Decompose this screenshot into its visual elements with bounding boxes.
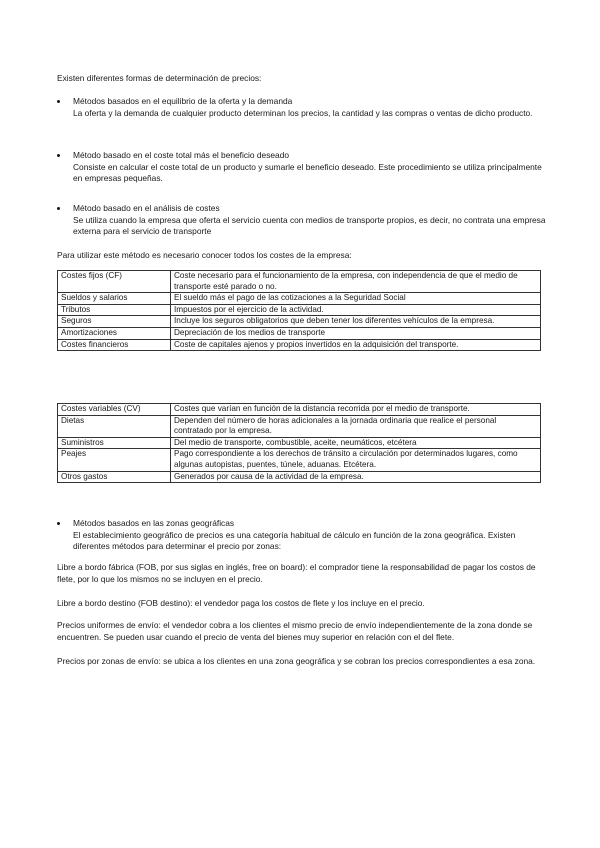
cost-name-cell: Costes fijos (CF) (58, 271, 171, 293)
bullet-title: Método basado en el coste total más el beneficio deseado (73, 150, 290, 160)
cost-name-cell: Dietas (58, 415, 171, 437)
paragraph-uniform-shipping: Precios uniformes de envío: el vendedor cobra a los clientes el mismo precio de envío independientemente de la zona donde se encuentren. Se pueden usar cuando el precio de venta del bienes muy superior en relación con el del flete. (57, 620, 533, 642)
cost-name-cell: Suministros (58, 437, 171, 449)
bullet-title: Métodos basados en las zonas geográficas (73, 518, 235, 528)
table-row (58, 449, 541, 471)
bullet-total-cost (57, 150, 547, 185)
cost-description-cell: El sueldo más el pago de las cotizaciones a la Seguridad Social (171, 293, 541, 305)
cost-name-cell: Costes variables (CV) (58, 404, 171, 416)
bullet-title: Métodos basados en el equilibrio de la oferta y la demanda (73, 96, 293, 106)
table-row (58, 437, 541, 449)
cost-description-cell: Del medio de transporte, combustible, aceite, neumáticos, etcétera (171, 437, 541, 449)
cost-description-cell: Generados por causa de la actividad de la empresa. (171, 471, 541, 483)
cost-name-cell: Tributos (58, 304, 171, 316)
cost-description-cell: Costes que varían en función de la distancia recorrida por el medio de transporte. (171, 404, 541, 416)
table-intro-text: Para utilizar este método es necesario conocer todos los costes de la empresa: (57, 250, 352, 260)
cost-name-cell: Seguros (58, 316, 171, 328)
cost-description-cell: Dependen del número de horas adicionales a la jornada ordinaria que realice el personal contratado por la empresa. (171, 415, 541, 437)
bullet-title: Método basado en el análisis de costes (73, 203, 220, 213)
paragraph-fob-destination: Libre a bordo destino (FOB destino): el vendedor paga los costos de flete y los incluye en el precio. (57, 598, 425, 608)
table-row (58, 271, 541, 293)
bullet-body: Se utiliza cuando la empresa que oferta el servicio cuenta con medios de transporte propios, es decir, no contrata una empresa externa para el servicio de transporte (73, 214, 546, 236)
variable-costs-table (57, 403, 541, 483)
cost-description-cell: Pago correspondiente a los derechos de tránsito a circulación por determinados lugares, como algunas autopistas, puentes, túnele, aduanas. Etcétera. (171, 449, 541, 471)
table-row (58, 339, 541, 351)
cost-description-cell: Depreciación de los medios de transporte (171, 327, 541, 339)
table-row (58, 316, 541, 328)
bullet-body: Consiste en calcular el coste total de un producto y sumarle el beneficio deseado. Este procedimiento se utiliza principalmente en empresas pequeñas. (73, 161, 542, 183)
cost-name-cell: Peajes (58, 449, 171, 471)
paragraph-zone-shipping: Precios por zonas de envío: se ubica a los clientes en una zona geográfica y se cobran los precios correspondientes a esa zona. (57, 656, 536, 666)
cost-description-cell: Incluye los seguros obligatorios que deben tener los diferentes vehículos de la empresa. (171, 316, 541, 328)
bullet-cost-analysis (57, 203, 547, 238)
table-row (58, 304, 541, 316)
bullet-zones (57, 518, 547, 553)
bullet-dot-icon (57, 100, 60, 103)
fixed-costs-table (57, 270, 541, 351)
paragraph-fob-factory: Libre a bordo fábrica (FOB, por sus siglas en inglés, free on board): el comprador tiene la responsabilidad de pagar los costos de flete, por lo que los mismos no se incluyen en el precio. (57, 562, 536, 584)
table-row (58, 415, 541, 437)
cost-description-cell: Impuestos por el ejercicio de la actividad. (171, 304, 541, 316)
bullet-body: La oferta y la demanda de cualquier producto determinan los precios, la cantidad y las compras o ventas de dicho producto. (73, 107, 533, 118)
table-row (58, 404, 541, 416)
table-row (58, 293, 541, 305)
cost-name-cell: Sueldos y salarios (58, 293, 171, 305)
bullet-dot-icon (57, 522, 60, 525)
cost-description-cell: Coste de capitales ajenos y propios invertidos en la adquisición del transporte. (171, 339, 541, 351)
table-row (58, 327, 541, 339)
cost-name-cell: Amortizaciones (58, 327, 171, 339)
table-row (58, 471, 541, 483)
cost-description-cell: Coste necesario para el funcionamiento de la empresa, con independencia de que el medio de transporte esté parado o no. (171, 271, 541, 293)
cost-name-cell: Costes financieros (58, 339, 171, 351)
bullet-equilibrium (57, 96, 547, 119)
cost-name-cell: Otros gastos (58, 471, 171, 483)
bullet-dot-icon (57, 207, 60, 210)
intro-text: Existen diferentes formas de determinación de precios: (57, 73, 262, 83)
bullet-dot-icon (57, 154, 60, 157)
bullet-body: El establecimiento geográfico de precios es una categoría habitual de cálculo en función de la zona geográfica. Existen diferentes métodos para determinar el precio por zonas: (73, 529, 516, 551)
